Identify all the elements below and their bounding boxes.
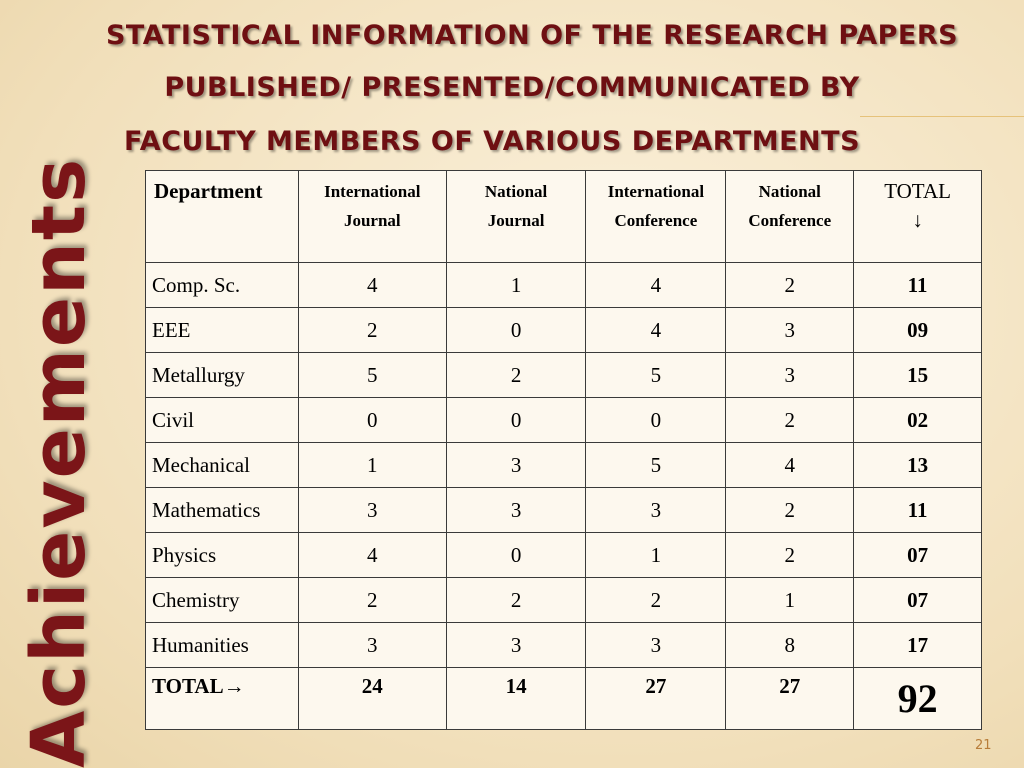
cell-department: Humanities <box>146 623 299 668</box>
table-row <box>146 488 982 533</box>
totals-row <box>146 668 982 730</box>
cell-national-conference: 2 <box>726 263 854 308</box>
cell-department: EEE <box>146 308 299 353</box>
header-nj-line2: Journal <box>487 211 545 230</box>
cell-international-conference: 5 <box>586 353 726 398</box>
cell-total-international-journal: 24 <box>298 668 446 730</box>
cell-department: Civil <box>146 398 299 443</box>
header-ic-line2: Conference <box>614 211 698 230</box>
cell-national-conference: 2 <box>726 398 854 443</box>
slide-title-line-1: STATISTICAL INFORMATION OF THE RESEARCH PAPERS <box>105 20 959 51</box>
header-nc-line2: Conference <box>748 211 832 230</box>
cell-total: 11 <box>854 488 982 533</box>
cell-total: 11 <box>854 263 982 308</box>
cell-national-journal: 3 <box>446 488 586 533</box>
cell-national-journal: 0 <box>446 308 586 353</box>
cell-international-journal: 4 <box>298 263 446 308</box>
cell-department: Mechanical <box>146 443 299 488</box>
cell-national-journal: 0 <box>446 533 586 578</box>
cell-department: Mathematics <box>146 488 299 533</box>
table-row <box>146 398 982 443</box>
cell-national-conference: 8 <box>726 623 854 668</box>
table-row <box>146 263 982 308</box>
header-ij-line1: International <box>324 182 421 201</box>
header-national-journal <box>446 171 586 263</box>
header-total-line1: TOTAL <box>884 179 951 203</box>
side-title-achievements: Achievements <box>16 156 102 768</box>
cell-national-journal: 3 <box>446 623 586 668</box>
cell-national-journal: 1 <box>446 263 586 308</box>
cell-grand-total: 92 <box>854 668 982 730</box>
cell-international-conference: 5 <box>586 443 726 488</box>
table-header-row <box>146 171 982 263</box>
cell-total: 09 <box>854 308 982 353</box>
header-nc-line1: National <box>758 182 821 201</box>
cell-department: Physics <box>146 533 299 578</box>
header-international-conference <box>586 171 726 263</box>
cell-national-conference: 2 <box>726 488 854 533</box>
cell-total-national-journal: 14 <box>446 668 586 730</box>
header-international-journal <box>298 171 446 263</box>
table-row <box>146 308 982 353</box>
table-row <box>146 578 982 623</box>
header-nj-line1: National <box>484 182 548 201</box>
cell-international-journal: 3 <box>298 488 446 533</box>
cell-national-conference: 3 <box>726 353 854 398</box>
table-row <box>146 353 982 398</box>
cell-total: 07 <box>854 578 982 623</box>
table-row <box>146 623 982 668</box>
cell-international-journal: 1 <box>298 443 446 488</box>
page-number: 21 <box>975 738 992 753</box>
cell-international-conference: 4 <box>586 263 726 308</box>
cell-international-conference: 2 <box>586 578 726 623</box>
cell-international-journal: 0 <box>298 398 446 443</box>
cell-national-conference: 1 <box>726 578 854 623</box>
cell-national-journal: 2 <box>446 353 586 398</box>
slide-title-line-3: FACULTY MEMBERS OF VARIOUS DEPARTMENTS <box>123 126 861 157</box>
cell-national-conference: 4 <box>726 443 854 488</box>
header-national-conference <box>726 171 854 263</box>
cell-department: Comp. Sc. <box>146 263 299 308</box>
statistics-table <box>145 170 982 730</box>
cell-international-journal: 3 <box>298 623 446 668</box>
cell-international-journal: 4 <box>298 533 446 578</box>
header-ij-line2: Journal <box>343 211 401 230</box>
cell-department: Metallurgy <box>146 353 299 398</box>
cell-international-conference: 1 <box>586 533 726 578</box>
cell-national-conference: 2 <box>726 533 854 578</box>
cell-total-national-conference: 27 <box>726 668 854 730</box>
cell-international-journal: 2 <box>298 578 446 623</box>
table-row <box>146 443 982 488</box>
cell-international-conference: 0 <box>586 398 726 443</box>
slide-title-line-2: PUBLISHED/ PRESENTED/COMMUNICATED BY <box>164 72 860 103</box>
cell-department: Chemistry <box>146 578 299 623</box>
cell-international-conference: 4 <box>586 308 726 353</box>
header-department: Department <box>146 171 299 263</box>
decorative-rule <box>860 116 1024 117</box>
cell-national-journal: 3 <box>446 443 586 488</box>
header-ic-line1: International <box>607 182 705 201</box>
cell-international-journal: 5 <box>298 353 446 398</box>
cell-total-international-conference: 27 <box>586 668 726 730</box>
cell-national-journal: 2 <box>446 578 586 623</box>
cell-national-journal: 0 <box>446 398 586 443</box>
cell-international-conference: 3 <box>586 623 726 668</box>
cell-total-label: TOTAL→ <box>146 668 299 730</box>
header-total <box>854 171 982 263</box>
table-row <box>146 533 982 578</box>
cell-total: 02 <box>854 398 982 443</box>
cell-total: 17 <box>854 623 982 668</box>
down-arrow-icon: ↓ <box>912 208 923 232</box>
cell-total: 15 <box>854 353 982 398</box>
cell-total: 13 <box>854 443 982 488</box>
cell-national-conference: 3 <box>726 308 854 353</box>
cell-total: 07 <box>854 533 982 578</box>
cell-international-conference: 3 <box>586 488 726 533</box>
cell-international-journal: 2 <box>298 308 446 353</box>
